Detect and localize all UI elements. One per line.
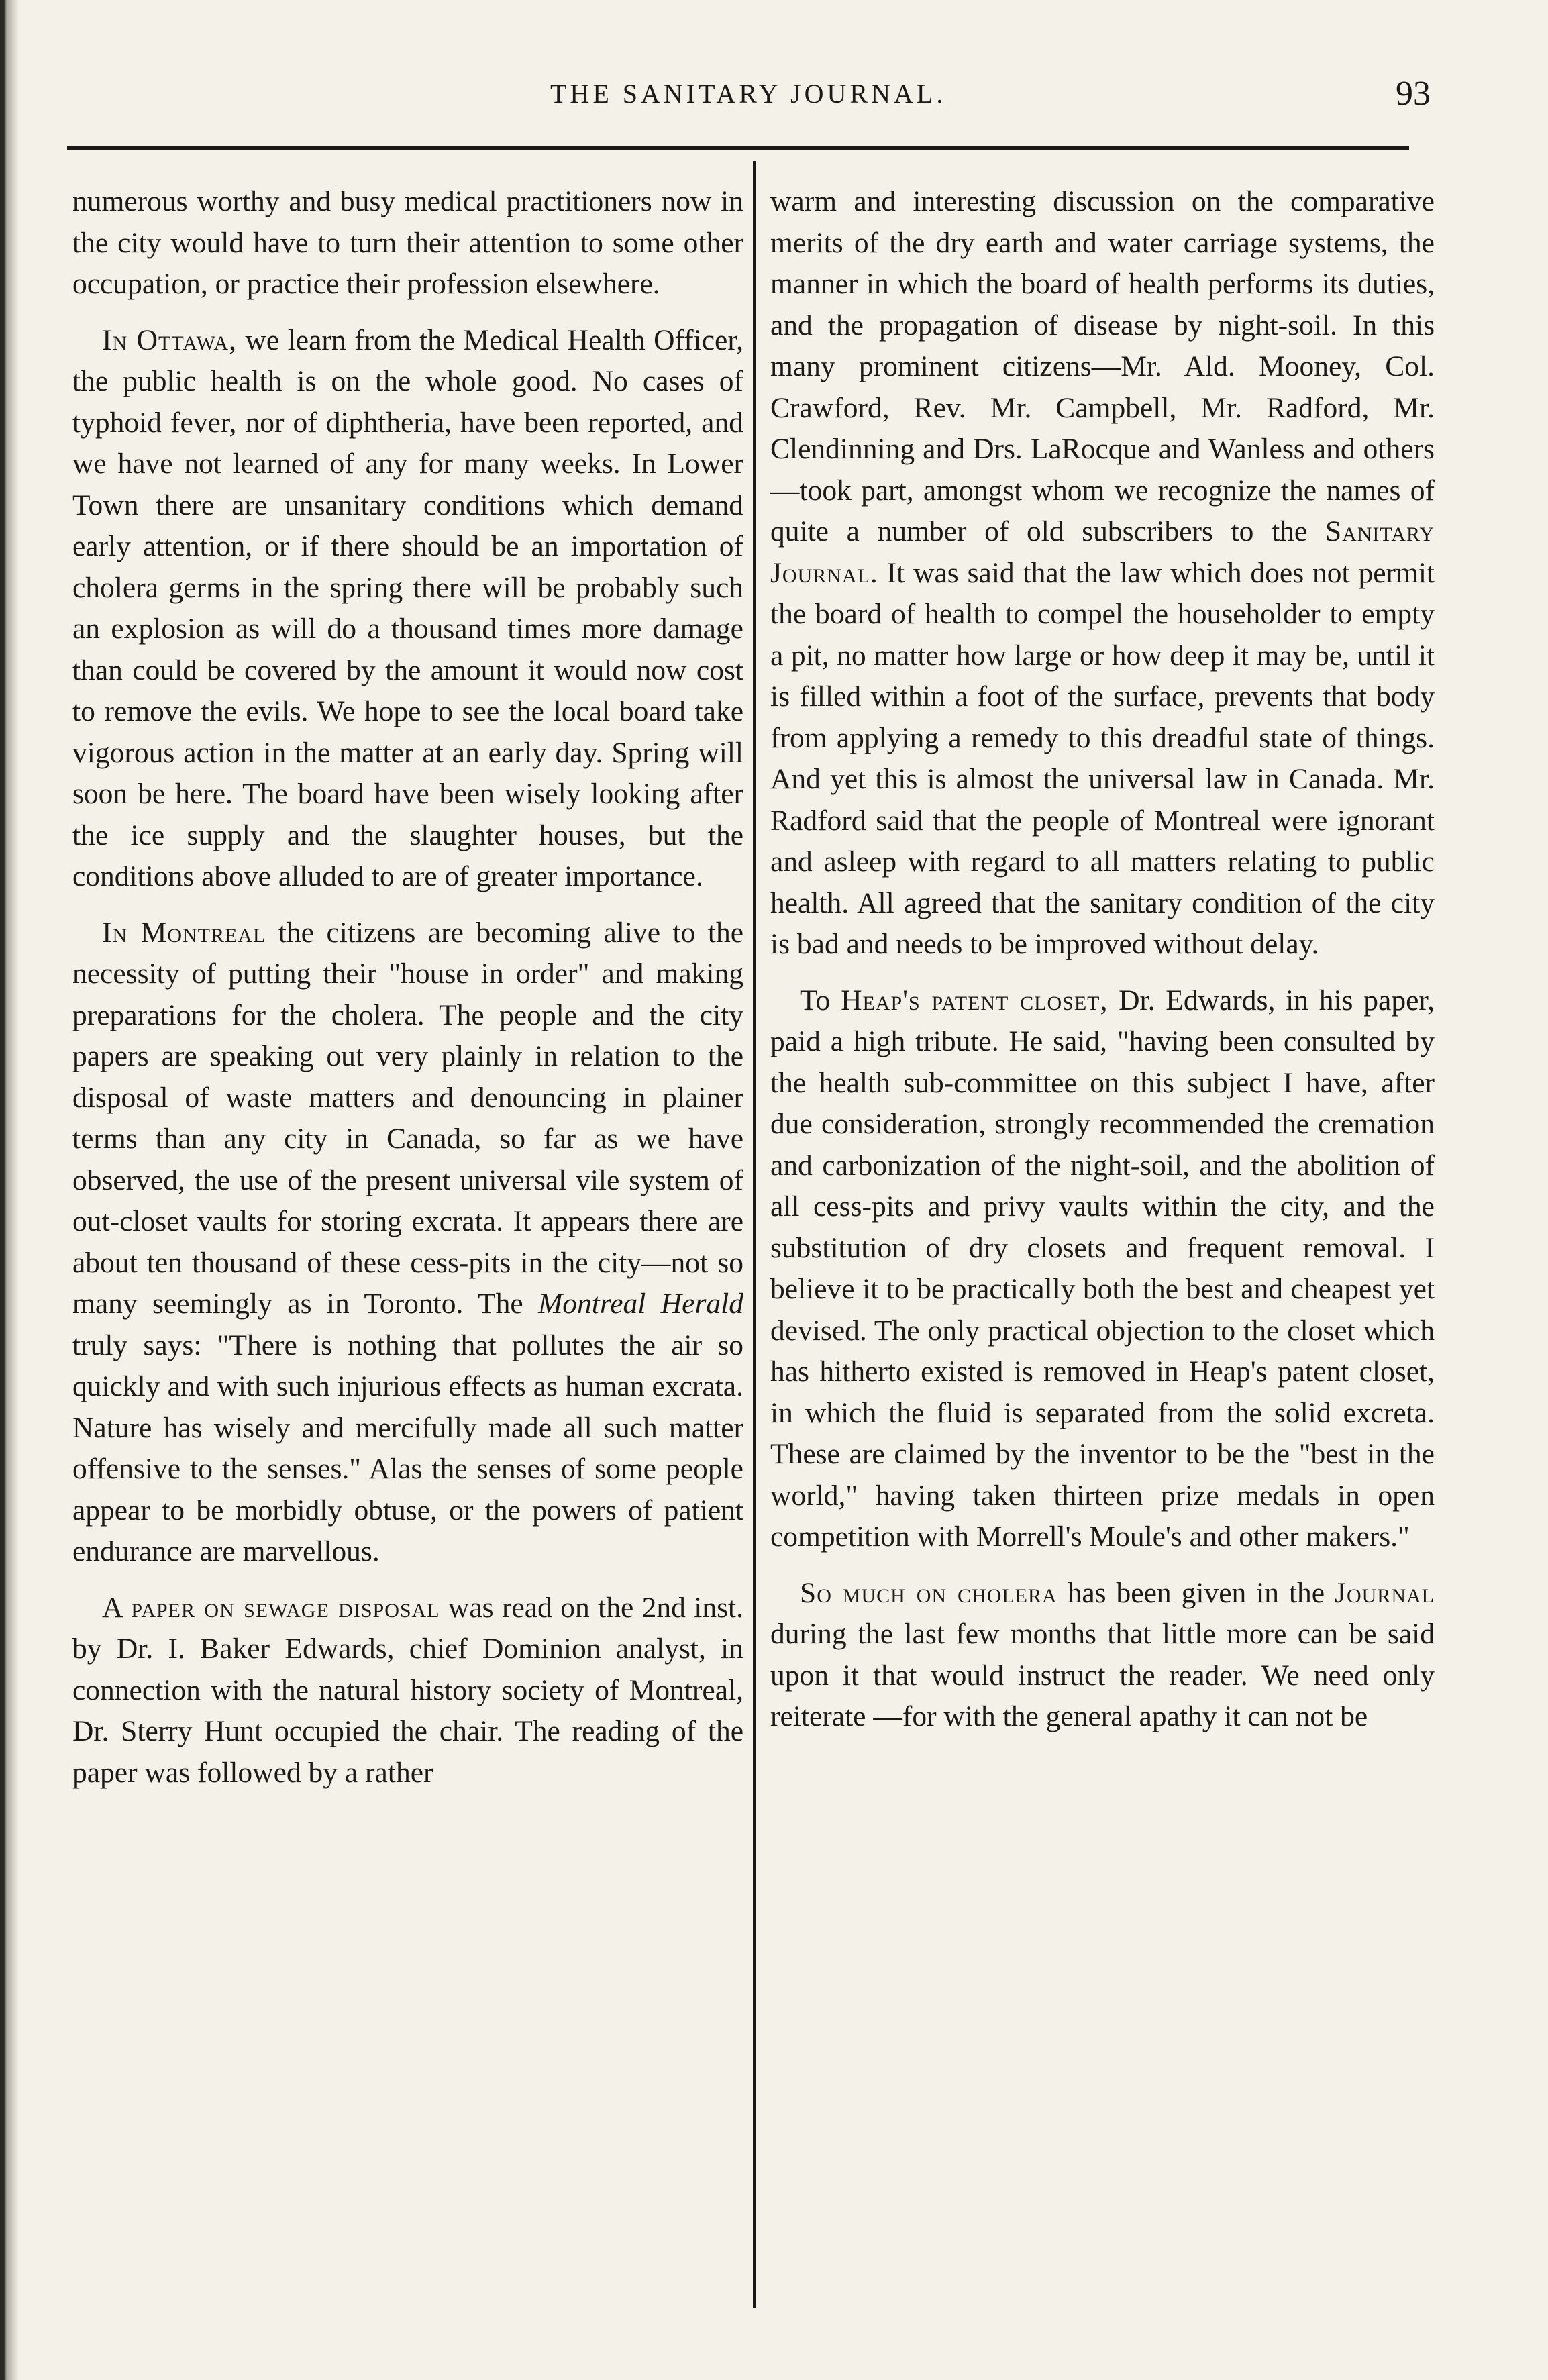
paragraph-sewage-paper: A paper on sewage disposal was read on the 2nd inst. by Dr. I. Baker Edwards, chief Dominion analyst, in connection with the natural history society of Montreal, Dr. Sterry Hunt occupied the chair. The reading of the paper was followed by a rather — [72, 1591, 743, 1789]
page-edge-shadow — [0, 0, 19, 2380]
column-divider — [753, 161, 756, 2308]
page-number: 93 — [1396, 74, 1431, 113]
page-header — [0, 59, 1548, 119]
paragraph-montreal: In Montreal the citizens are becoming alive to the necessity of putting their "house in order" and making preparations for the cholera. The people and the city papers are speaking out very plainly in relation to the disposal of waste matters and denouncing in plainer terms than any city in Canada, so far as we have observed, the use of the present universal vile system of out-closet vaults for storing excrata. It appears there are about ten thousand of these cess-pits in the city—not so many seemingly as in Toronto. The Montreal Herald truly says: "There is nothing that pollutes the air so quickly and with such injurious effects as human excrata. Nature has wisely and mercifully made all such matter offensive to the senses." Alas the senses of some people appear to be morbidly obtuse, or the powers of patient endurance are marvellous. — [72, 916, 744, 1567]
header-rule — [67, 146, 1409, 150]
paragraph-ottawa: In Ottawa, we learn from the Medical Health Officer, the public health is on the whole good. No cases of typhoid fever, nor of diphtheria, have been reported, and we have not learned of any for many weeks. In Lower Town there are unsanitary conditions which demand early attention, or if there should be an importation of cholera germs in the spring there will be probably such an explosion as will do a thousand times more damage than could be covered by the amount it would now cost to remove the evils. We hope to see the local board take vigorous action in the matter at an early day. Spring will soon be here. The board have been wisely looking after the ice supply and the slaughter houses, but the conditions above alluded to are of greater importance. — [72, 323, 743, 892]
paragraph-discussion: warm and interesting discussion on the comparative merits of the dry earth and water carriage systems, the manner in which the board of health performs its duties, and the propagation of disease by night-soil. In this many prominent citizens—Mr. Ald. Mooney, Col. Crawford, Rev. Mr. Campbell, Mr. Radford, Mr. Clendinning and Drs. LaRocque and Wanless and others—took part, amongst whom we recognize the names of quite a number of old subscribers to the Sanitary Journal. It was said that the law which does not permit the board of health to compel the householder to empty a pit, no matter how large or how deep it may be, until it is filled within a foot of the surface, prevents that body from applying a remedy to this dreadful state of things. And yet this is almost the universal law in Canada. Mr. Radford said that the people of Montreal were ignorant and asleep with regard to all matters relating to public health. All agreed that the sanitary condition of the city is bad and needs to be improved without delay. — [770, 185, 1435, 960]
left-column — [72, 181, 743, 1808]
journal-name: Journal — [1335, 1576, 1435, 1609]
journal-name: Sanitary Journal. — [770, 515, 1435, 589]
paragraph-continued: numerous worthy and busy medical practitioners now in the city would have to turn their attention to some other occupation, or practice their profession elsewhere. — [72, 185, 743, 300]
paragraph-cholera: So much on cholera has been given in the Journal during the last few months that little more can be said upon it that would instruct the reader. We need only reiterate —for with the general apathy it can not be — [770, 1576, 1435, 1732]
paragraph-heaps-closet: To Heap's patent closet, Dr. Edwards, in his paper, paid a high tribute. He said, "having been consulted by the health sub-committee on this subject I have, after due consideration, strongly recommended the cremation and carbonization of the night-soil, and the abolition of all cess-pits and privy vaults within the city, and the substitution of dry closets and frequent removal. I believe it to be practically both the best and cheapest yet devised. The only practical objection to the closet which has hitherto existed is removed in Heap's patent closet, in which the fluid is separated from the solid excreta. These are claimed by the inventor to be the "best in the world," having taken thirteen prize medals in open competition with Morrell's Moule's and other makers." — [770, 984, 1435, 1553]
paragraph-lead: Heap's patent closet, — [841, 984, 1108, 1017]
paragraph-lead: A paper on sewage disposal — [102, 1591, 440, 1624]
right-column — [770, 181, 1435, 1753]
paragraph-lead: In Ottawa, — [102, 323, 238, 356]
running-title: THE SANITARY JOURNAL. — [550, 79, 947, 109]
newspaper-title: Montreal Herald — [538, 1288, 743, 1320]
paragraph-lead: So much on cholera — [800, 1576, 1057, 1609]
paragraph-lead: In Montreal — [102, 916, 266, 949]
